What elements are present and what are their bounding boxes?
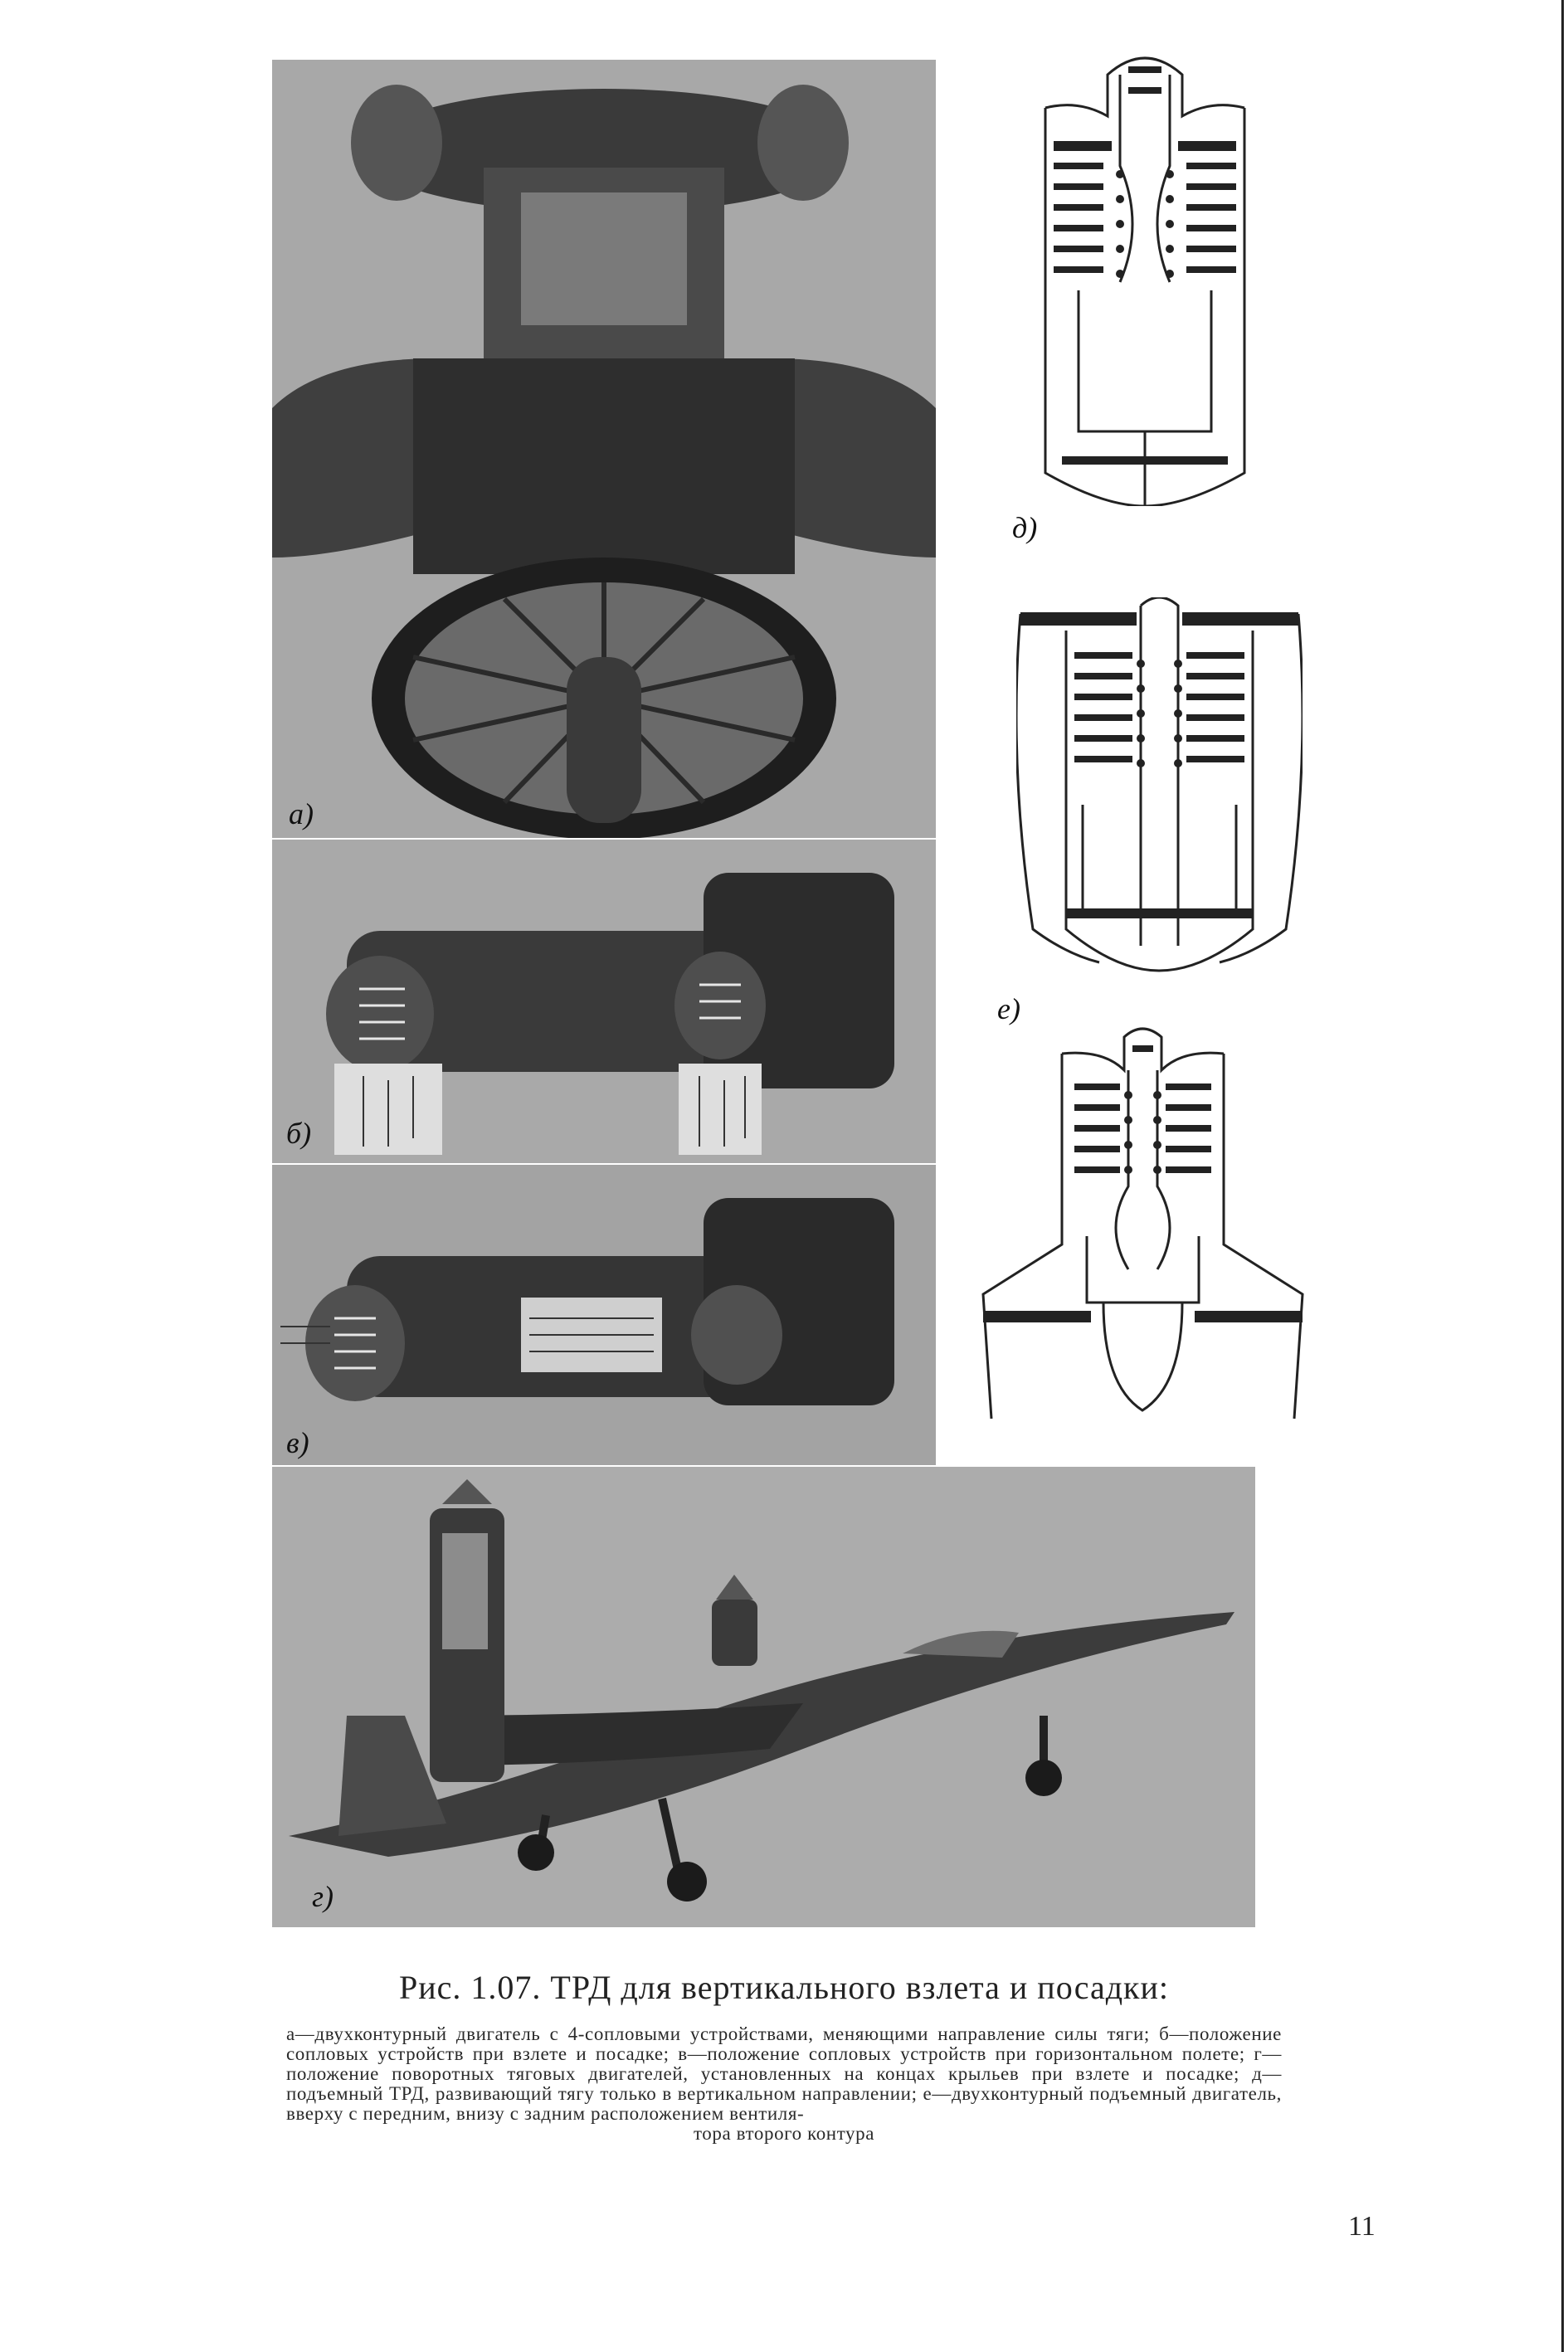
figure-caption-title: Рис. 1.07. ТРД для вертикального взлета и посадки: (398, 1969, 1170, 2006)
figure-caption-text: а—двухконтурный двигатель с 4-сопловыми устройствами, меняющими направление силы тяги; б—положение сопловых устройств при взлете и посадке; в—положение сопловых устройств при горизонтальном полете; г—положение поворотных тяговых двигателей, установленных на концах крыльев при взлете и посадке; д—подъемный ТРД, развивающий тягу только в вертикальном направлении; е—двухконтурный подъемный двигатель, вверху с передним, внизу с задним расположением вентиля- (286, 2023, 1282, 2124)
panel-label-a: а) (289, 797, 314, 830)
figure-caption-last-line: тора второго контура (693, 2123, 875, 2144)
scheme-turbofan-front-fan (1016, 597, 1303, 979)
photo-nozzles-horizontal (272, 1165, 936, 1465)
photo-engine-four-nozzles (272, 60, 936, 838)
panel-label-b: б) (286, 1117, 312, 1150)
photo-nozzles-takeoff (272, 840, 936, 1163)
figure-caption-body (286, 2024, 1282, 2144)
panel-label-v: в) (286, 1426, 309, 1459)
panel-label-e: е) (997, 992, 1020, 1025)
scheme-turbofan-rear-fan (979, 1020, 1307, 1427)
page-edge-rule (1561, 0, 1564, 2352)
panel-label-g: г) (312, 1880, 334, 1913)
page-number: 11 (1348, 2211, 1376, 2242)
scheme-lift-turbojet (1029, 41, 1261, 506)
photo-aircraft-wingtip-engines (272, 1467, 1255, 1927)
panel-label-d: д) (1012, 511, 1038, 544)
